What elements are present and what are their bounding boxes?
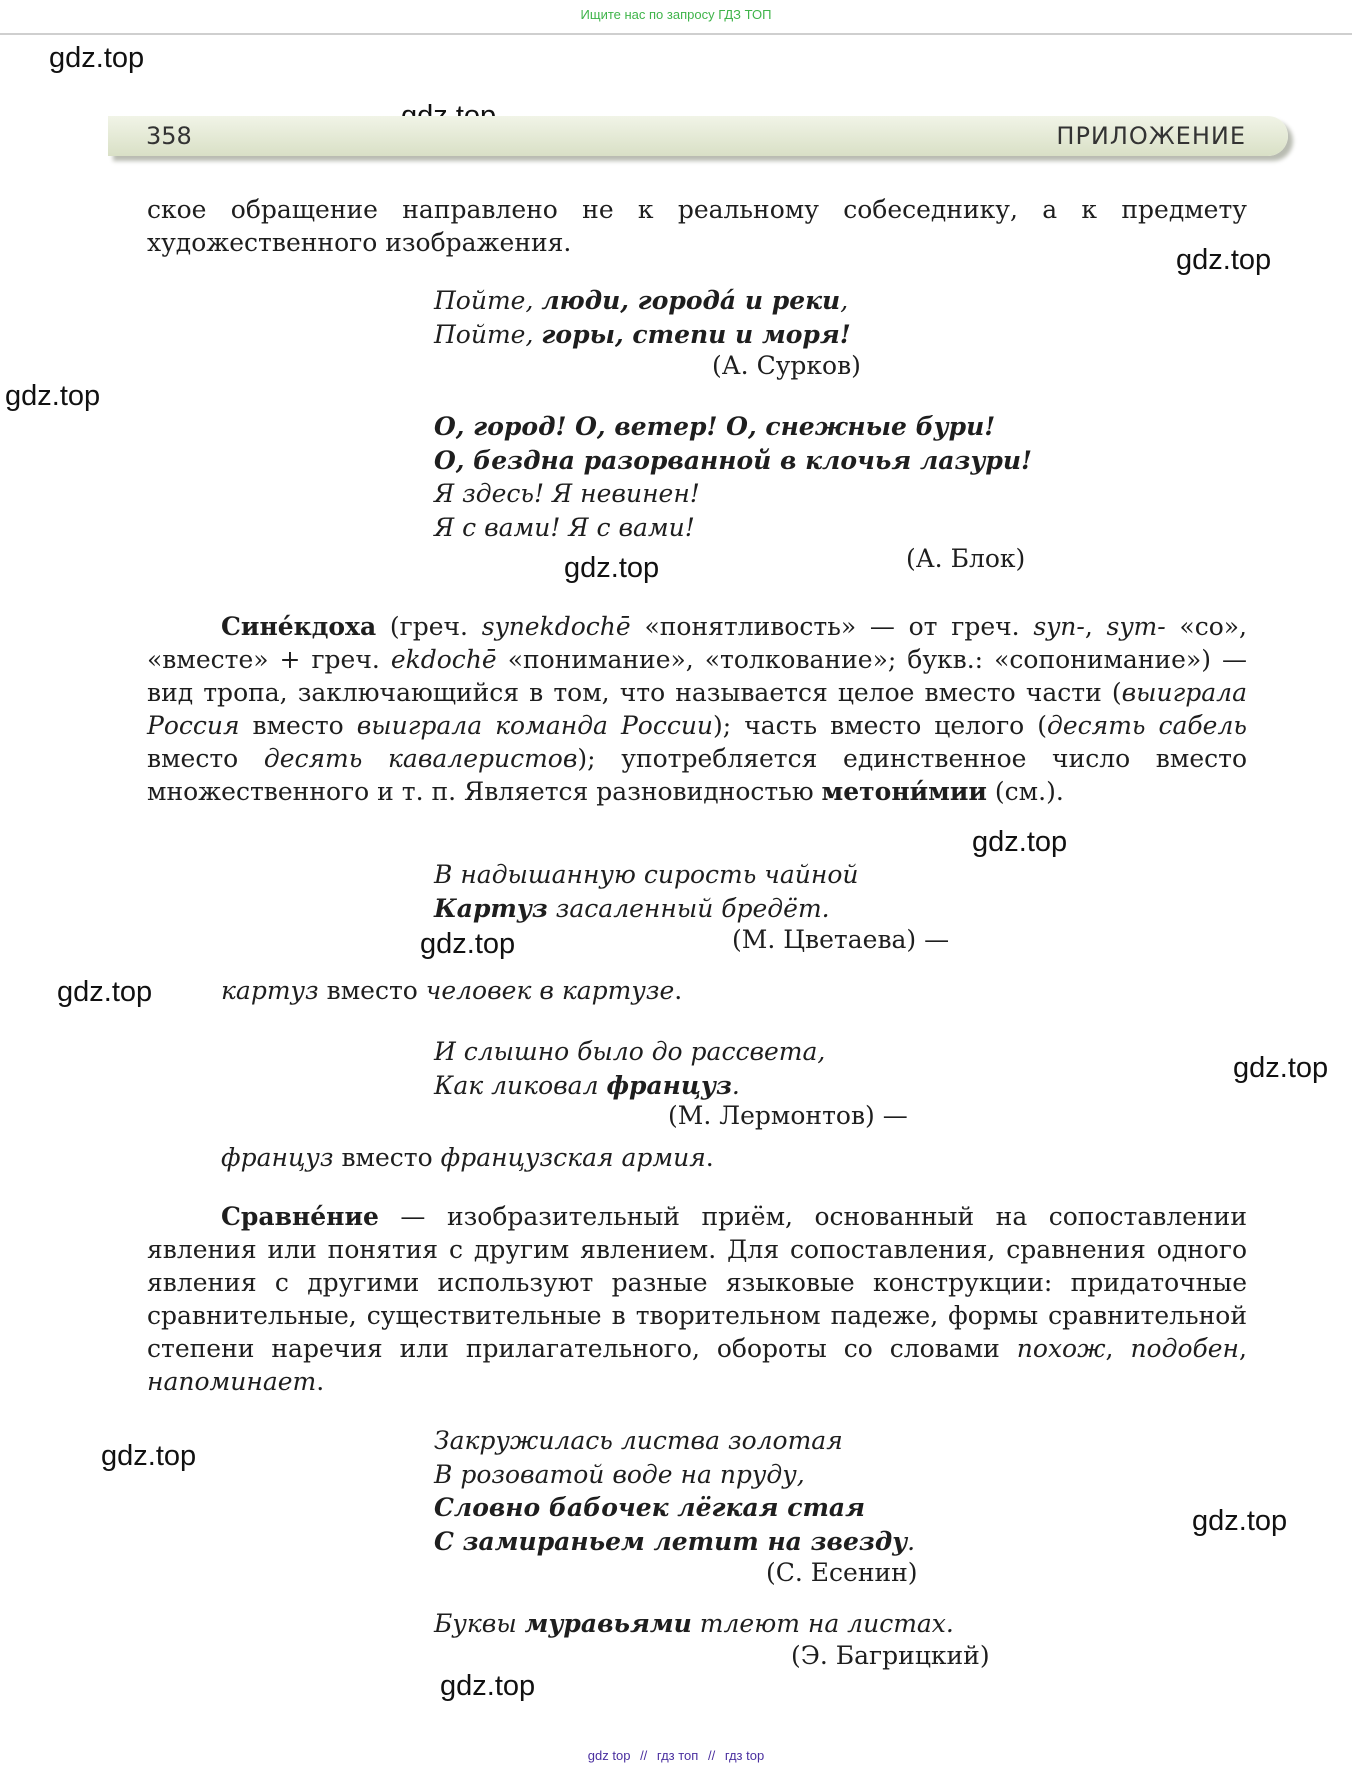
watermark: gdz.top (101, 1440, 197, 1472)
explanation-lermontov: француз вместо французская армия. (221, 1143, 714, 1172)
footer-separator: // (707, 1748, 716, 1763)
footer-link[interactable]: гдз top (724, 1748, 765, 1763)
author-esenin: (С. Есенин) (766, 1558, 918, 1587)
top-banner: Ищите нас по запросу ГДЗ ТОП (0, 0, 1352, 35)
author-surkov: (А. Сурков) (712, 351, 861, 380)
poem-tsvetaeva: В надышанную сирость чайной Картуз засаленный бредёт. (434, 860, 859, 923)
watermark: gdz.top (972, 826, 1068, 858)
section-title: ПРИЛОЖЕНИЕ (1056, 122, 1246, 150)
watermark: gdz.top (49, 42, 145, 74)
intro-paragraph: ское обращение направлено не к реальному собеседнику, а к предмету художественного изображения. (147, 195, 1247, 257)
bottom-links (0, 1748, 1352, 1763)
watermark: gdz.top (1192, 1505, 1288, 1537)
poem-lermontov: И слышно было до рассвета, Как ликовал француз. (434, 1037, 826, 1100)
poem-surkov: Пойте, люди, городá и реки, Пойте, горы, степи и моря! (434, 286, 851, 349)
comparison-definition: Сравне́ние — изобразительный приём, основанный на сопоставлении явления или понятия с другим явлением. Для сопоставления, сравнения одного явления с другими используют разные языковые конструкции: придаточные сравнительные, существительные в творительном падеже, формы сравнительной степени наречия или прилагательного, обороты со словами похож, подобен, напоминает. (147, 1202, 1247, 1396)
watermark: gdz.top (440, 1670, 536, 1702)
footer-link[interactable]: гдз топ (656, 1748, 699, 1763)
page-header (108, 116, 1288, 156)
poem-bagritsky: Буквы муравьями тлеют на листах. (434, 1609, 954, 1638)
explanation-tsvetaeva: картуз вместо человек в картузе. (221, 976, 683, 1005)
author-blok: (А. Блок) (906, 544, 1026, 573)
watermark: gdz.top (420, 928, 516, 960)
watermark: gdz.top (5, 380, 101, 412)
synecdoche-definition: Сине́кдоха (греч. synekdochē «понятливость» — от греч. syn-, sym- «со», «вместе» + греч. ekdochē «понимание», «толкование»; букв.: «сопонимание») — вид тропа, заключающийся в том, что называется целое вместо части (выиграла Россия вместо выиграла команда России); часть вместо целого (десять сабель вместо десять кавалеристов); употребляется единственное число вместо множественного и т. п. Является разновидностью метони́мии (см.). (147, 612, 1248, 806)
footer-separator: // (640, 1748, 648, 1763)
watermark: gdz.top (1176, 244, 1272, 276)
author-lermontov: (М. Лермонтов) — (668, 1101, 908, 1130)
author-bagritsky: (Э. Багрицкий) (791, 1641, 990, 1670)
poem-esenin: Закружилась листва золотая В розоватой воде на пруду, Словно бабочек лёгкая стая С замираньем летит на звезду. (434, 1426, 916, 1556)
poem-blok: О, город! О, ветер! О, снежные бури! О, бездна разорванной в клочья лазури! Я здесь! Я невинен! Я с вами! Я с вами! (434, 412, 1033, 542)
author-tsvetaeva: (М. Цветаева) — (732, 925, 950, 954)
footer-link[interactable]: gdz top (587, 1748, 631, 1763)
watermark: gdz.top (1233, 1052, 1329, 1084)
watermark: gdz.top (57, 976, 153, 1008)
watermark: gdz.top (564, 552, 660, 584)
page-number: 358 (146, 122, 192, 150)
